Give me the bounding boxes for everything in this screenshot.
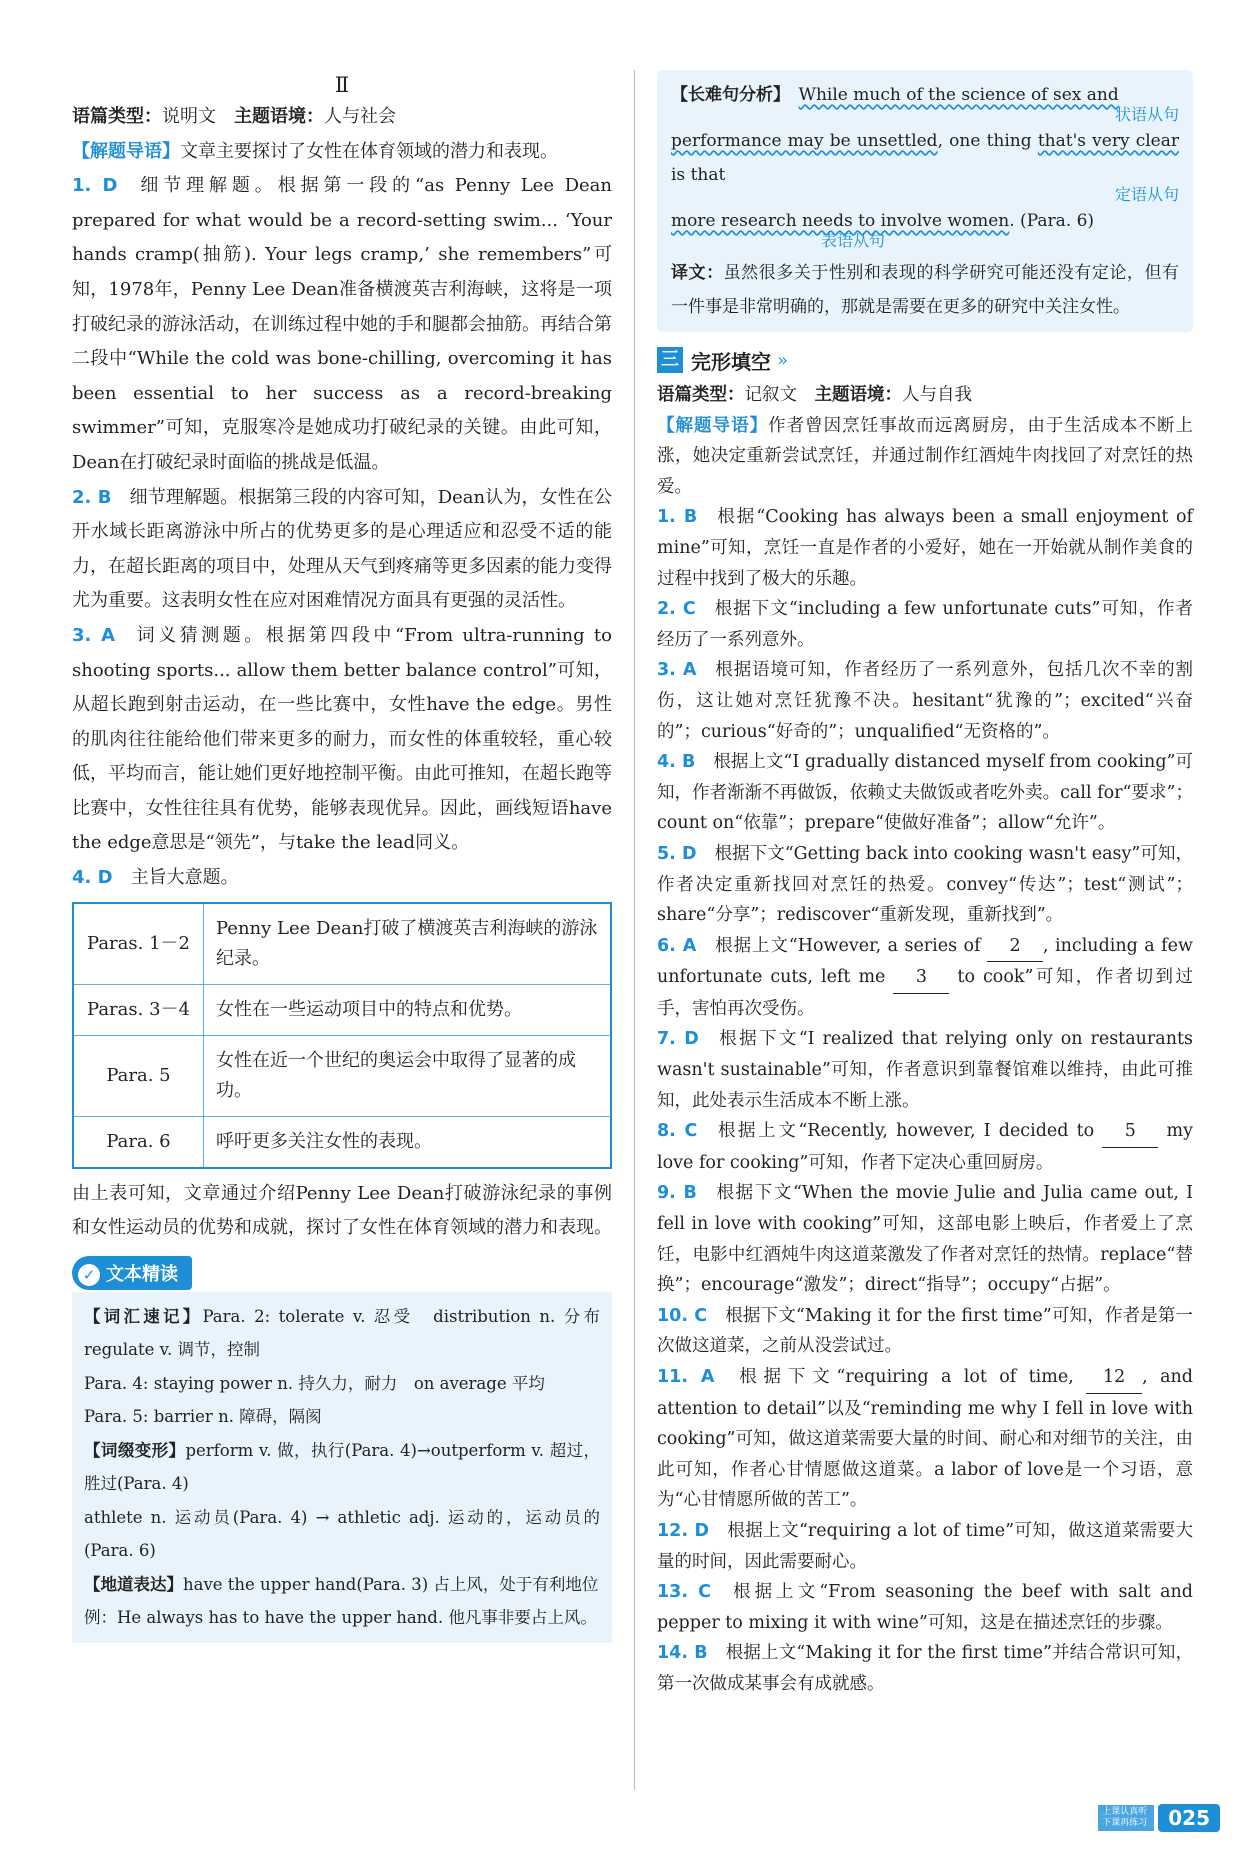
- check-icon: ✓: [78, 1264, 100, 1286]
- answer-3: 3. A 词义猜测题。根据第四段中“From ultra-running to shooting sports... allow them better balance control”可知，从超长跑到射击运动，在一些比赛中，女性have the edge。男性的肌肉往往能给他们带来更多的耐力，而女性的体重较轻，重心较低，平均而言，能让她们更好地控制平衡。由此可推知，在超长跑等比赛中，女性往往具有优势，能够表现优异。因此，画线短语have the edge意思是“领先”，与take the lead同义。: [72, 624, 612, 854]
- table-row: Para. 6 呼吁更多关注女性的表现。: [73, 1116, 611, 1168]
- close-reading-header: ✓ 文本精读: [72, 1256, 612, 1292]
- idiom-note: 【地道表达】have the upper hand(Para. 3) 占上风，处于有利地位: [84, 1574, 599, 1594]
- idiom-example: 例：He always has to have the upper hand. 他凡事非要占上风。: [84, 1608, 597, 1628]
- summary-paragraph: 由上表可知，文章通过介绍Penny Lee Dean打破游泳纪录的事例和女性运动员的优势和成就，探讨了女性在体育领域的潜力和表现。: [72, 1182, 612, 1239]
- close-reading-box: [72, 1292, 617, 1643]
- answer-1: 1. D 细节理解题。根据第一段的“as Penny Lee Dean prepared for what would be a record-setting swim... ‘Your hands cramp(抽筋). Your legs cramp,’ she remembers”可知，1978年，Penny Lee Dean准备横渡英吉利海峡，这将是一项打破纪录的游泳活动，在训练过程中她的手和腿都会抽筋。再结合第二段中“While the cold was bone-chilling, overcoming it has been essential to her success as a record-breaking swimmer”可知，克服寒冷是她成功打破纪录的关键。由此可知，Dean在打破纪录时面临的挑战是低温。: [72, 175, 612, 473]
- left-column: [72, 70, 617, 1643]
- genre-line: 语篇类型：记叙文 主题语境：人与自我: [657, 385, 972, 405]
- answer-4: 4. D 主旨大意题。: [72, 867, 239, 889]
- footer-slogan: 上课认真听 下课再练习: [1098, 1805, 1154, 1831]
- cloze-answer: 1. B 根据“Cooking has always been a small enjoyment of mine”可知，烹饪一直是作者的小爱好，她在一开始就从制作美食的过程中找到了极大的乐趣。: [657, 507, 1193, 589]
- table-row: Paras. 1－2 Penny Lee Dean打破了横渡英吉利海峡的游泳纪录。: [73, 903, 611, 985]
- cloze-answer: 11. A 根据下文“requiring a lot of time, 12 , and attention to detail”以及“reminding me why I fell in love with cooking”可知，做这道菜需要大量的时间、耐心和对细节的关注，由此可知，作者心甘情愿做这道菜。a labor of love是一个习语，意为“心甘情愿所做的苦工”。: [657, 1362, 1193, 1516]
- answer-2: 2. B 细节理解题。根据第三段的内容可知，Dean认为，女性在公开水域长距离游泳中所占的优势更多的是心理适应和忍受不适的能力，在超长距离的项目中，处理从天气到疼痛等更多因素的能力变得尤为重要。这表明女性在应对困难情况方面具有更强的灵活性。: [72, 486, 612, 612]
- annotation-adverbial-clause: 状语从句: [1114, 105, 1179, 124]
- summary-table: [72, 902, 612, 1169]
- cloze-answer: 8. C 根据上文“Recently, however, I decided to 5 my love for cooking”可知，作者下定决心重回厨房。: [657, 1116, 1193, 1178]
- page-number: 025: [1158, 1804, 1220, 1832]
- affix-note-2: athlete n. 运动员(Para. 4) → athletic adj. 运动的，运动员的(Para. 6): [84, 1507, 600, 1561]
- right-column: [657, 70, 1193, 1700]
- vocab-note: 【词汇速记】Para. 2: tolerate v. 忍受 distribution n. 分布 regulate v. 调节，控制: [84, 1306, 617, 1360]
- cloze-answer: 5. D 根据下文“Getting back into cooking wasn't easy”可知，作者决定重新找回对烹饪的热爱。convey“传达”；test“测试”；share“分享”；rediscover“重新发现，重新找到”。: [657, 843, 1193, 926]
- section-roman-numeral: Ⅱ: [334, 73, 350, 97]
- genre-line: 语篇类型：说明文 主题语境：人与社会: [72, 106, 396, 127]
- double-chevron-icon: »: [777, 349, 789, 371]
- long-sentence-analysis: 【长难句分析】 While much of the science of sex and 状语从句 performance may be unsettled, one thing that's very clear is that 定语从句 more research needs to involve women. (Para. 6) 表语从句 译文：虽然很多关于性别和表现的科学研究可能还没有定论，但有一件事是非常明确的，那就是需要在更多的研究中关注女性。: [657, 70, 1193, 332]
- guide-line: 【解题导语】作者曾因烹饪事故而远离厨房，由于生活成本不断上涨，她决定重新尝试烹饪，并通过制作红酒炖牛肉找回了对烹饪的热爱。: [657, 415, 1194, 497]
- section-header-cloze: 三 完形填空 »: [657, 340, 1193, 380]
- table-row: Para. 5 女性在近一个世纪的奥运会中取得了显著的成功。: [73, 1035, 611, 1116]
- cloze-answer: 13. C 根据上文“From seasoning the beef with salt and pepper to mixing it with wine”可知，这是在描述烹饪的步骤。: [657, 1582, 1193, 1633]
- column-divider: [634, 70, 635, 1790]
- annotation-predicative-clause: 表语从句: [821, 231, 886, 250]
- table-row: Paras. 3－4 女性在一些运动项目中的特点和优势。: [73, 984, 611, 1035]
- cloze-answer: 10. C 根据下文“Making it for the first time”可知，作者是第一次做这道菜，之前从没尝试过。: [657, 1305, 1194, 1357]
- vocab-note-2: Para. 4: staying power n. 持久力，耐力 on average 平均: [84, 1373, 545, 1393]
- cloze-answer: 6. A 根据上文“However, a series of 2 , including a few unfortunate cuts, left me 3 to cook”可知，作者切到过手，害怕再次受伤。: [657, 931, 1193, 1025]
- cloze-answer: 7. D 根据下文“I realized that relying only on restaurants wasn't sustainable”可知，作者意识到靠餐馆难以维持，由此可推知，此处表示生活成本不断上涨。: [657, 1029, 1193, 1111]
- cloze-answer: 9. B 根据下文“When the movie Julie and Julia came out, I fell in love with cooking”可知，这部电影上映后，作者爱上了烹饪，电影中红酒炖牛肉这道菜激发了作者对烹饪的热情。replace“替换”；encourage“激发”；direct“指导”；occupy“占据”。: [657, 1183, 1193, 1296]
- vocab-note-3: Para. 5: barrier n. 障碍，隔阂: [84, 1407, 322, 1427]
- affix-note: 【词缀变形】perform v. 做，执行(Para. 4)→outperform v. 超过，胜过(Para. 4): [84, 1440, 601, 1494]
- cloze-answer: 4. B 根据上文“I gradually distanced myself from cooking”可知，作者渐渐不再做饭，依赖丈夫做饭或者吃外卖。call for“要求”；count on“依靠”；prepare“使做好准备”；allow“允许”。: [657, 752, 1193, 834]
- translation: 译文：虽然很多关于性别和表现的科学研究可能还没有定论，但有一件事是非常明确的，那就是需要在更多的研究中关注女性。: [671, 263, 1180, 317]
- cloze-answer: 2. C 根据下文“including a few unfortunate cuts”可知，作者经历了一系列意外。: [657, 599, 1193, 650]
- annotation-attributive-clause: 定语从句: [1114, 185, 1179, 204]
- cloze-answer: 3. A 根据语境可知，作者经历了一系列意外，包括几次不幸的割伤，这让她对烹饪犹豫不决。hesitant“犹豫的”；excited“兴奋的”；curious“好奇的”；unqualified“无资格的”。: [657, 660, 1193, 742]
- cloze-answer: 12. D 根据上文“requiring a lot of time”可知，做这道菜需要大量的时间，因此需要耐心。: [657, 1520, 1193, 1572]
- page-footer: [1098, 1804, 1220, 1832]
- cloze-answer: 14. B 根据上文“Making it for the first time”并结合常识可知，第一次做成某事会有成就感。: [657, 1643, 1194, 1694]
- guide-line: 【解题导语】文章主要探讨了女性在体育领域的潜力和表现。: [72, 140, 558, 162]
